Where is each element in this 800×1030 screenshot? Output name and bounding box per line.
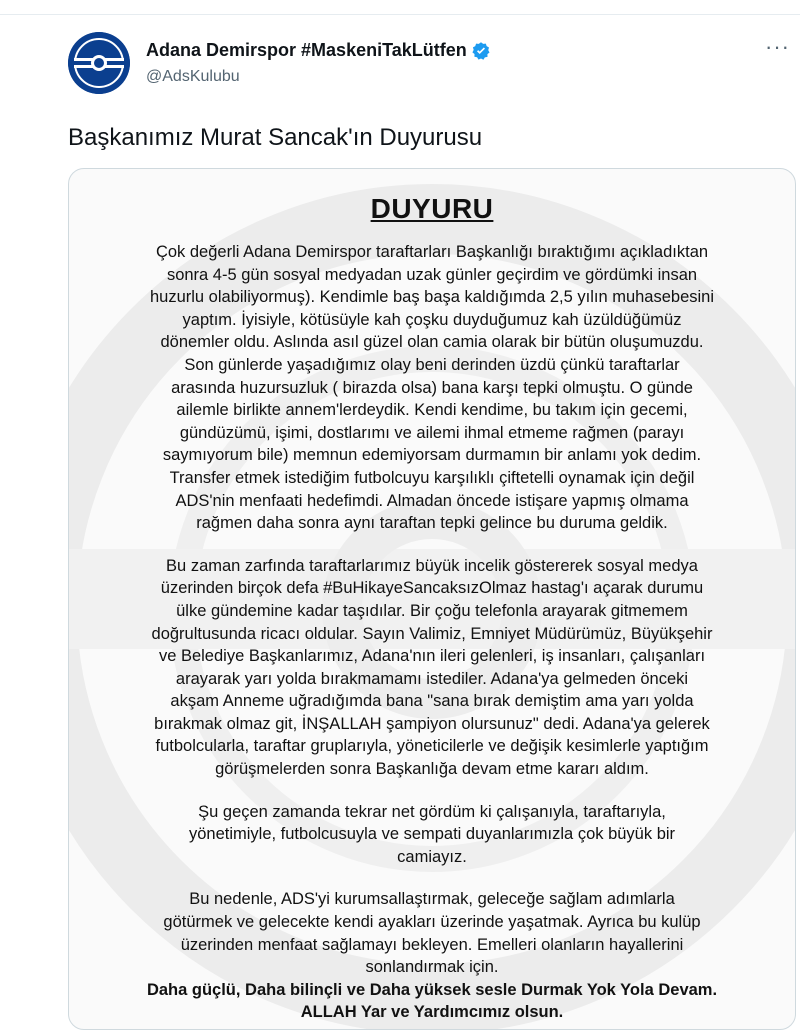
paragraph-3	[92, 801, 772, 869]
text-line: Transfer etmek istediğim futbolcuyu karşılıklı çiftetelli oynamak için değil	[169, 468, 695, 487]
tweet-header	[68, 32, 788, 102]
text-line: camiayız.	[397, 847, 467, 866]
paragraph-4	[92, 888, 772, 978]
text-line: üzerinden birçok defa #BuHikayeSancaksızOlmaz hastag'ı açarak durumu	[160, 579, 704, 598]
text-line: görüşmelerden sonra Başkanlığa devam etme kararı aldım.	[215, 760, 649, 779]
text-line: Bu nedenle, ADS'yi kurumsallaştırmak, geleceğe sağlam adımlarla	[189, 890, 675, 909]
text-line: huzurlu olabiliyormuş). Kendimle baş başa kaldığımda 2,5 yılın muhasebesini	[149, 288, 715, 307]
tweet-image[interactable]	[68, 168, 796, 1030]
text-line: futbolcularla, taraftar gruplarıyla, yöneticilerle ve değişik kesimlerle yaptığım	[155, 737, 709, 756]
tweet-text: Başkanımız Murat Sancak'ın Duyurusu	[68, 124, 483, 151]
more-options-icon[interactable]: ···	[765, 34, 790, 59]
avatar[interactable]	[68, 32, 130, 94]
text-line: bırakmak olmaz git, İNŞALLAH şampiyon olursunuz" dedi. Adana'ya gelerek	[154, 714, 710, 733]
announcement-document	[69, 169, 795, 1024]
text-line: saymıyorum bile) memnun edemiyorsam durmamın bir anlamı yok dedim.	[162, 446, 702, 465]
text-line: ülke gündemine kadar taşıdılar. Bir çoğu telefonla arayarak gitmemem	[176, 601, 688, 620]
text-line: ailemle birlikte annem'lerdeydik. Kendi kendime, bu takım için gecemi,	[176, 401, 688, 420]
text-line: yönetimiyle, futbolcusuyla ve sempati duyanlarımızla çok büyük bir	[188, 825, 676, 844]
text-line: dönemler oldu. Aslında asıl güzel olan camia olarak bir bütün oluşumuzdu.	[160, 333, 704, 352]
document-title: DUYURU	[370, 193, 494, 224]
text-line: akşam Anneme uğradığımda bana "sana bırak demiştim ama yarı yolda	[170, 692, 694, 711]
text-line: gündüzümü, işimi, dostlarımı ve ailemi ihmal etmeme rağmen (parayı	[179, 423, 685, 442]
verified-badge-icon	[471, 41, 491, 61]
text-line: Son günlerde yaşadığımız olay beni derinden üzdü çünkü taraftarlar	[184, 355, 680, 374]
paragraph-1	[92, 241, 772, 535]
text-line: götürmek ve gelecekte kendi ayakları üzerinde yaşatmak. Ayrıca bu kulüp	[163, 913, 701, 932]
user-handle[interactable]: @AdsKulubu	[146, 68, 240, 85]
text-line: sonlandırmak için.	[365, 958, 499, 977]
text-line: ADS'nin menfaati hedefimdi. Almadan öncede istişare yapmış olmama	[175, 491, 689, 510]
text-line: doğrultusunda ricacı oldular. Sayın Valimiz, Emniyet Müdürümüz, Büyükşehir	[151, 624, 713, 643]
text-line: sonra 4-5 gün sosyal medyadan uzak günler geçirdim ve gördümki insan	[166, 265, 698, 284]
text-line: rağmen daha sonra aynı taraftan tepki gelince bu duruma geldik.	[196, 514, 668, 533]
display-name[interactable]: Adana Demirspor #MaskeniTakLütfen	[146, 40, 467, 60]
text-line: arayarak yarı yolda bırakmamamı istediler. Adana'ya gelmeden önceki	[175, 669, 689, 688]
club-logo-icon	[68, 32, 130, 94]
text-line: arasında huzursuzluk ( birazda olsa) bana karşı tepki olmuştu. O günde	[171, 378, 693, 397]
previous-tweet-divider	[0, 0, 800, 15]
text-line: ALLAH Yar ve Yardımcımız olsun.	[300, 1003, 564, 1022]
text-line: ve Belediye Başkanlarımız, Adana'nın ileri gelenleri, iş insanları, çalışanları	[158, 647, 706, 666]
text-line: Bu zaman zarfında taraftarlarımız büyük incelik göstererek sosyal medya	[166, 556, 698, 575]
text-line: Şu geçen zamanda tekrar net gördüm ki çalışanıyla, taraftarıyla,	[198, 802, 666, 821]
paragraph-2	[92, 555, 772, 781]
text-line: Çok değerli Adana Demirspor taraftarları Başkanlığı bıraktığımı açıkladıktan	[155, 243, 709, 261]
text-line: üzerinden menfaat sağlamayı bekleyen. Emelleri olanların hayallerini	[180, 935, 684, 954]
closing-statement	[92, 979, 772, 1024]
text-line: yaptım. İyisiyle, kötüsüyle kah çoşku duyduğumuz kah üzüldüğümüz	[182, 310, 682, 329]
text-line: Daha güçlü, Daha bilinçli ve Daha yüksek sesle Durmak Yok Yola Devam.	[146, 980, 718, 999]
